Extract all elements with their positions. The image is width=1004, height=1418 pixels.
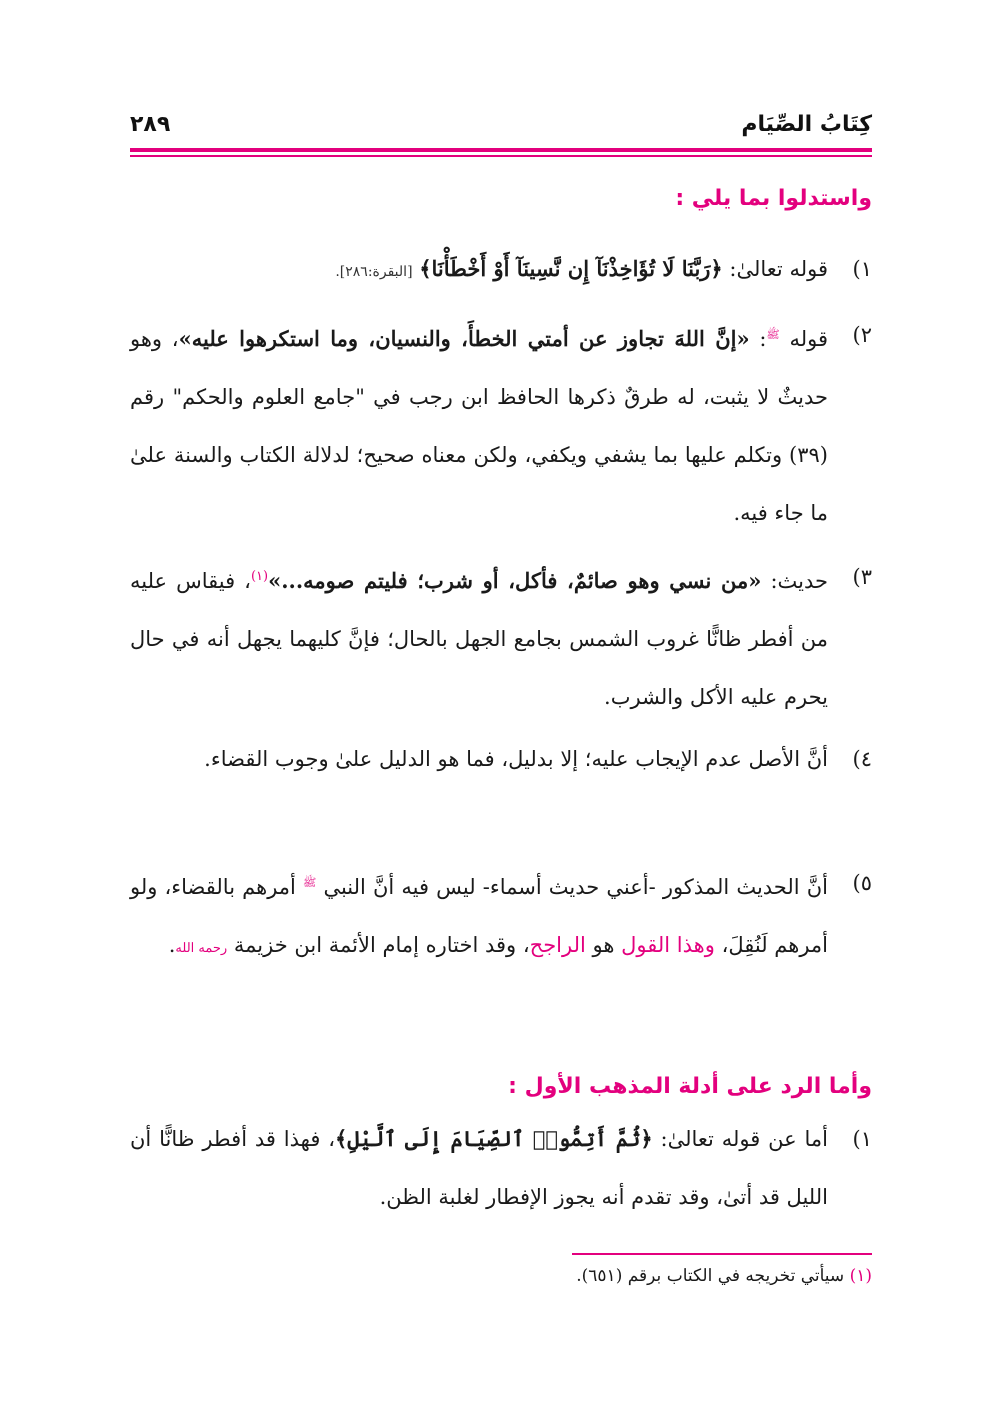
item-text-part-5: . (168, 933, 176, 957)
item-number: ٣) (852, 565, 872, 589)
quran-verse: ﴿رَبَّنَا لَا تُؤَاخِذْنَآ إِن نَّسِينَآ أَوْ أَخْطَأْنَا﴾ (419, 256, 723, 281)
quran-verse: ﴿ثُمَّ أَتِمُّوا۟ ٱلصِّيَامَ إِلَى ٱلَّيْلِ﴾ (335, 1126, 653, 1151)
footnote-marker: (١) (849, 1266, 872, 1286)
footnote-text: سيأتي تخريجه في الكتاب برقم (٦٥١). (576, 1266, 845, 1286)
item-number: ٤) (852, 747, 872, 771)
item-body (130, 240, 828, 301)
header-rule-thin (130, 155, 872, 157)
item-intro: قوله تعالىٰ: (729, 257, 828, 281)
item-text-part-2: أمرهم بالقضاء، ولو أمرهم لَنُقِلَ، (130, 875, 828, 957)
highlight-this-opinion: وهذا القول (621, 933, 715, 957)
item-number: ٢) (852, 323, 872, 347)
item-commentary: ، فيقاس عليه من أفطر ظانًّا غروب الشمس بجامع الجهل بالحال؛ فإنَّ كليهما يجهل أنه في حال يحرم عليه الأكل والشرب. (130, 569, 828, 709)
evidence-item-4 (130, 730, 872, 788)
section-heading-evidence: واستدلوا بما يلي : (675, 186, 872, 211)
rahimahullah-glyph: رحمه الله (175, 941, 228, 956)
item-body (130, 548, 828, 726)
hadith-text: «من نسي وهو صائمٌ، فأكل، أو شرب؛ فليتم صومه...» (268, 568, 762, 593)
item-body: أنَّ الأصل عدم الإيجاب عليه؛ إلا بدليل، فما هو الدليل علىٰ وجوب القضاء. (204, 747, 828, 771)
evidence-item-2 (130, 306, 872, 542)
item-intro: حديث: (770, 569, 828, 593)
footnote (576, 1266, 872, 1286)
item-number: ٥) (852, 871, 872, 895)
item-body (130, 854, 828, 978)
book-title: كِتَابُ الصِّيَام (741, 112, 872, 137)
evidence-item-1 (130, 240, 872, 301)
page-number: ٢٨٩ (130, 112, 171, 137)
hadith-text: «إنَّ اللهَ تجاوز عن أمتي الخطأَ، والنسيان، وما استكرهوا عليه» (178, 326, 750, 351)
item-commentary: ، وهو حديثٌ لا يثبت، له طرقٌ ذكرها الحافظ ابن رجب في "جامع العلوم والحكم" رقم (٣٩) وتكلم عليها بما يشفي ويكفي، ولكن معناه صحيح؛ لدلالة الكتاب والسنة علىٰ ما جاء فيه. (130, 327, 828, 525)
footnote-reference[interactable]: (١) (250, 569, 269, 584)
item-body (130, 306, 828, 542)
highlight-preferred: الراجح (529, 933, 586, 957)
evidence-item-5 (130, 854, 872, 978)
item-text-part-3: هو (592, 933, 615, 957)
item-body (130, 1110, 828, 1226)
item-text-part-1: أنَّ الحديث المذكور -أعني حديث أسماء- ليس فيه أنَّ النبي (323, 875, 828, 899)
footnote-separator (572, 1253, 872, 1255)
item-text-part-4: ، وقد اختاره إمام الأئمة ابن خزيمة (233, 933, 530, 957)
salutation-glyph: ﷺ (303, 876, 317, 889)
item-number: ١) (852, 257, 872, 281)
page-header (130, 112, 872, 146)
rebuttal-item-1 (130, 1110, 872, 1226)
item-commentary: ، فهذا قد أفطر ظانًّا أن الليل قد أتىٰ، وقد تقدم أنه يجوز الإفطار لغلبة الظن. (130, 1127, 828, 1209)
section-heading-rebuttal: وأما الرد على أدلة المذهب الأول : (508, 1074, 872, 1099)
book-page (130, 0, 872, 1418)
salutation-glyph: ﷺ (766, 328, 780, 341)
item-colon: : (759, 327, 767, 351)
item-intro: قوله (789, 327, 828, 351)
item-number: ١) (852, 1127, 872, 1151)
header-rule-thick (130, 148, 872, 152)
evidence-item-3 (130, 548, 872, 726)
item-intro: أما عن قوله تعالىٰ: (660, 1127, 828, 1151)
verse-reference: [البقرة:٢٨٦]. (335, 264, 413, 280)
